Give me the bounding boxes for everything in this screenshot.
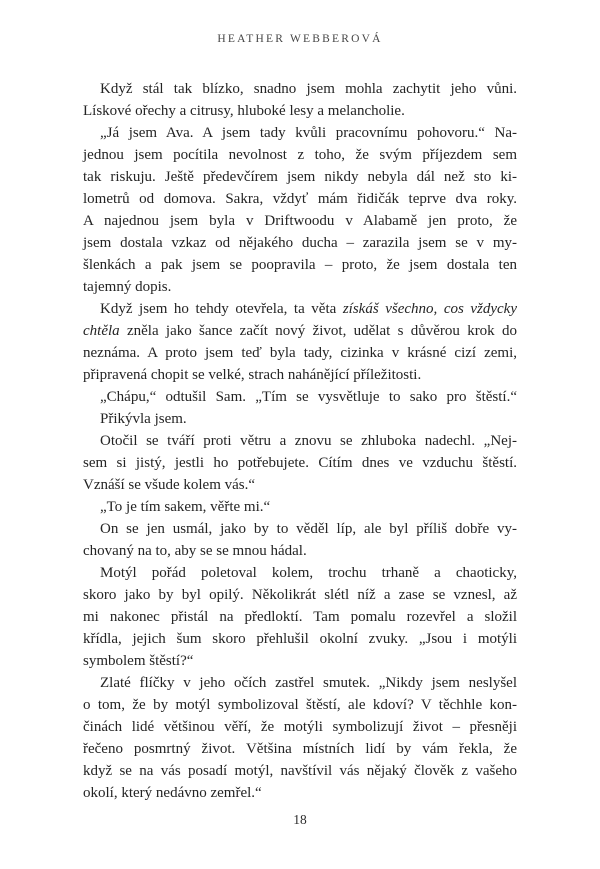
- body-line: Přikývla jsem.: [100, 411, 187, 427]
- body-line: neznáma. A proto jsem teď byla tady, cizinka v krásné cizí zemi,: [83, 345, 517, 361]
- body-line: „Já jsem Ava. A jsem tady kvůli pracovnímu pohovoru.“ Na-: [100, 125, 517, 141]
- body-line: Vznáší se všude kolem vás.“: [83, 477, 256, 493]
- body-line: [83, 320, 517, 342]
- body-line: jednou jsem pocítila nevolnost z toho, že svým příjezdem sem: [83, 147, 517, 163]
- body-text: [83, 78, 517, 804]
- body-line: symbolem štěstí?“: [83, 653, 194, 669]
- body-line: činách lidé většinou věří, že motýli symbolizují život – přesněji: [83, 719, 517, 735]
- line-text-italic: chtěla: [83, 323, 120, 339]
- body-line: šlenkách a pak jsem se poopravila – proto, že jsem dostala ten: [83, 257, 517, 273]
- body-line: řečeno posmrtný život. Většina místních lidí by vám řekla, že: [83, 741, 517, 757]
- body-line: chovaný na to, aby se se mnou hádal.: [83, 543, 307, 559]
- page-number: 18: [293, 812, 307, 827]
- body-line: Lískové ořechy a citrusy, hluboké lesy a melancholie.: [83, 103, 405, 119]
- body-line: mi nakonec přistál na předloktí. Tam pomalu rozevřel a složil: [83, 609, 517, 625]
- running-header-author: HEATHER WEBBEROVÁ: [217, 33, 383, 45]
- body-line: tajemný dopis.: [83, 279, 172, 295]
- body-line: Zlaté flíčky v jeho očích zastřel smutek. „Nikdy jsem neslyšel: [100, 675, 517, 691]
- body-line: lometrů od domova. Sakra, vždyť mám řidičák teprve dva roky.: [83, 191, 517, 207]
- body-line: křídla, jejich šum skoro přehlušil okolní zvuky. „Jsou i motýli: [83, 631, 517, 647]
- body-line: sem si jistý, jestli ho potřebujete. Cítím dnes ve vzduchu štěstí.: [83, 455, 517, 471]
- body-line: okolí, který nedávno zemřel.“: [83, 785, 262, 801]
- line-text-italic: získáš všechno, cos vždycky: [342, 301, 517, 317]
- body-line: Otočil se tváří proti větru a znovu se zhluboka nadechl. „Nej-: [100, 433, 517, 449]
- line-text: zněla jako šance začít nový život, udělat s důvěrou krok do: [119, 323, 517, 339]
- body-line: skoro jako by byl opilý. Několikrát slétl níž a zase se vznesl, až: [83, 587, 517, 603]
- body-line: připravená chopit se velké, strach nahánějící příležitosti.: [83, 367, 422, 383]
- body-line: o tom, že by motýl symbolizoval štěstí, ale kdoví? V těchhle kon-: [83, 697, 517, 713]
- body-line: když se na vás posadí motýl, navštívil vás nějaký člověk z vašeho: [83, 763, 517, 779]
- body-line: „To je tím sakem, věřte mi.“: [100, 499, 271, 515]
- body-line: „Chápu,“ odtušil Sam. „Tím se vysvětluje to sako pro štěstí.“: [100, 389, 517, 405]
- line-text: Když jsem ho tehdy otevřela, ta věta: [100, 301, 343, 317]
- body-line: A najednou jsem byla v Driftwoodu v Alabamě jen proto, že: [83, 213, 517, 229]
- body-line: jsem dostala vzkaz od nějakého ducha – zarazila jsem se v my-: [83, 235, 517, 251]
- body-line: tak riskuju. Ještě předevčírem jsem nikdy nebyla dál než sto ki-: [83, 169, 517, 185]
- body-line: On se jen usmál, jako by to věděl líp, ale byl příliš dobře vy-: [100, 521, 517, 537]
- body-line: Motýl pořád poletoval kolem, trochu trhaně a chaoticky,: [100, 565, 517, 581]
- body-line: [83, 298, 517, 320]
- body-line: Když stál tak blízko, snadno jsem mohla zachytit jeho vůni.: [100, 81, 517, 97]
